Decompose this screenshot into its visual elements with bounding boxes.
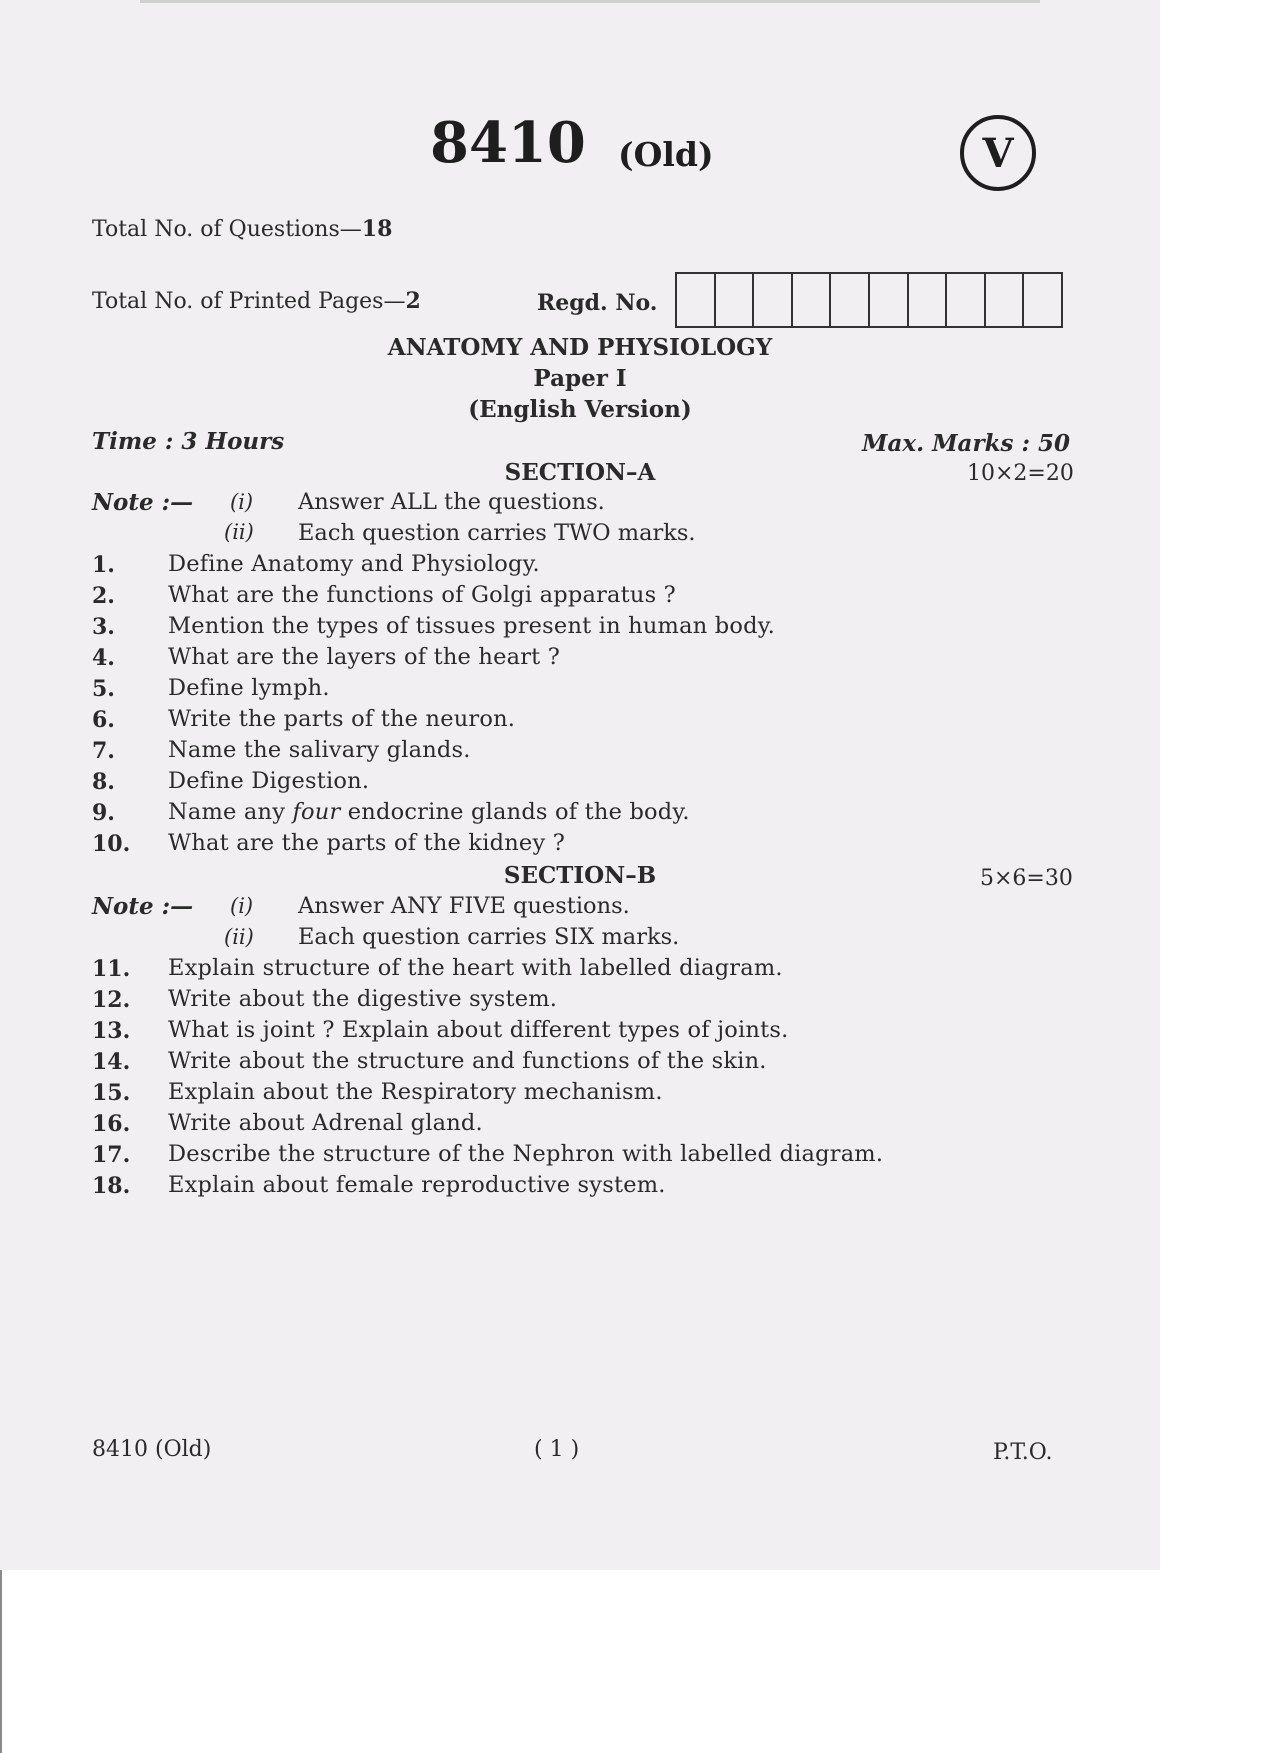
question-text: Explain about the Respiratory mechanism. [168, 1079, 663, 1105]
regd-digit-box[interactable] [870, 274, 909, 326]
question-text: What is joint ? Explain about different types of joints. [168, 1017, 789, 1043]
note-number: (ii) [224, 520, 254, 544]
question-text: What are the functions of Golgi apparatus ? [168, 582, 676, 608]
question-number: 7. [92, 738, 115, 764]
footer-page-number: ( 1 ) [534, 1437, 580, 1462]
footer-pto: P.T.O. [993, 1440, 1053, 1465]
note-text: Each question carries TWO marks. [298, 520, 696, 546]
question-number: 5. [92, 676, 115, 702]
top-edge-line [140, 0, 1040, 3]
total-questions-label: Total No. of Questions— [92, 217, 362, 242]
section-b-note-label [92, 893, 193, 920]
regd-digit-box[interactable] [1024, 274, 1061, 326]
note-number: (ii) [224, 925, 254, 949]
regd-digit-box[interactable] [793, 274, 832, 326]
section-a-marks: 10×2=20 [967, 461, 1074, 486]
regd-digit-box[interactable] [986, 274, 1025, 326]
version-label: (English Version) [468, 396, 692, 423]
paper-code: 8410 [430, 110, 586, 176]
question-number: 10. [92, 831, 131, 857]
total-pages-label: Total No. of Printed Pages— [92, 289, 406, 314]
question-text: Explain about female reproductive system. [168, 1172, 666, 1198]
question-text: Define Digestion. [168, 768, 370, 794]
regd-digit-box[interactable] [831, 274, 870, 326]
question-text-part: Name any [168, 799, 293, 825]
question-text: What are the layers of the heart ? [168, 644, 561, 670]
regd-digit-box[interactable] [677, 274, 716, 326]
question-text: Mention the types of tissues present in human body. [168, 613, 775, 639]
question-text: Define Anatomy and Physiology. [168, 551, 540, 577]
regd-digit-box[interactable] [947, 274, 986, 326]
section-a-heading: SECTION–A [504, 459, 656, 486]
section-a-note-label [92, 489, 193, 516]
question-text: Write about the structure and functions of the skin. [168, 1048, 767, 1074]
note-number: (i) [230, 490, 254, 514]
question-number: 15. [92, 1080, 131, 1106]
question-text: Write about Adrenal gland. [168, 1110, 483, 1136]
question-number: 9. [92, 800, 115, 826]
paper-number: Paper I [533, 365, 627, 392]
question-number: 13. [92, 1018, 131, 1044]
note-label-text: Note :— [92, 893, 194, 920]
question-number: 17. [92, 1142, 131, 1168]
note-label-text: Note :— [92, 489, 194, 516]
question-number: 4. [92, 645, 115, 671]
question-text: What are the parts of the kidney ? [168, 830, 565, 856]
subject-title: ANATOMY AND PHYSIOLOGY [387, 334, 773, 361]
question-text-emphasis: four [292, 799, 341, 825]
question-number: 2. [92, 583, 115, 609]
question-text: Write the parts of the neuron. [168, 706, 516, 732]
question-number: 6. [92, 707, 115, 733]
question-number: 8. [92, 769, 115, 795]
regd-digit-box[interactable] [716, 274, 755, 326]
question-number: 3. [92, 614, 115, 640]
question-number: 16. [92, 1111, 131, 1137]
total-questions-value: 18 [361, 216, 393, 242]
note-text: Answer ALL the questions. [298, 489, 605, 515]
question-text: Name the salivary glands. [168, 737, 471, 763]
footer-paper-code: 8410 (Old) [92, 1437, 212, 1462]
question-text: Write about the digestive system. [168, 986, 558, 1012]
note-text: Answer ANY FIVE questions. [298, 893, 630, 919]
regd-no-boxes[interactable] [675, 272, 1063, 328]
regd-digit-box[interactable] [754, 274, 793, 326]
question-text: Define lymph. [168, 675, 330, 701]
total-questions [92, 216, 392, 242]
question-text: Describe the structure of the Nephron with labelled diagram. [168, 1141, 884, 1167]
section-b-heading: SECTION–B [503, 862, 657, 889]
total-pages [92, 288, 421, 314]
note-number: (i) [230, 894, 254, 918]
question-number: 1. [92, 552, 115, 578]
section-b-marks: 5×6=30 [980, 866, 1073, 891]
max-marks-label: Max. Marks : 50 [862, 430, 1070, 457]
question-text: Explain structure of the heart with labelled diagram. [168, 955, 783, 981]
question-number: 14. [92, 1049, 131, 1075]
question-text [168, 799, 690, 825]
total-pages-value: 2 [405, 288, 421, 314]
time-label: Time : 3 Hours [92, 428, 285, 455]
regd-digit-box[interactable] [909, 274, 948, 326]
page-edge-line [0, 1570, 2, 1753]
set-letter-badge: V [960, 115, 1036, 191]
question-number: 12. [92, 987, 131, 1013]
note-text: Each question carries SIX marks. [298, 924, 680, 950]
question-number: 18. [92, 1173, 131, 1199]
regd-no-label: Regd. No. [537, 290, 658, 316]
question-number: 11. [92, 956, 131, 982]
paper-code-suffix: (Old) [618, 135, 714, 174]
question-text-part: endocrine glands of the body. [340, 799, 690, 825]
